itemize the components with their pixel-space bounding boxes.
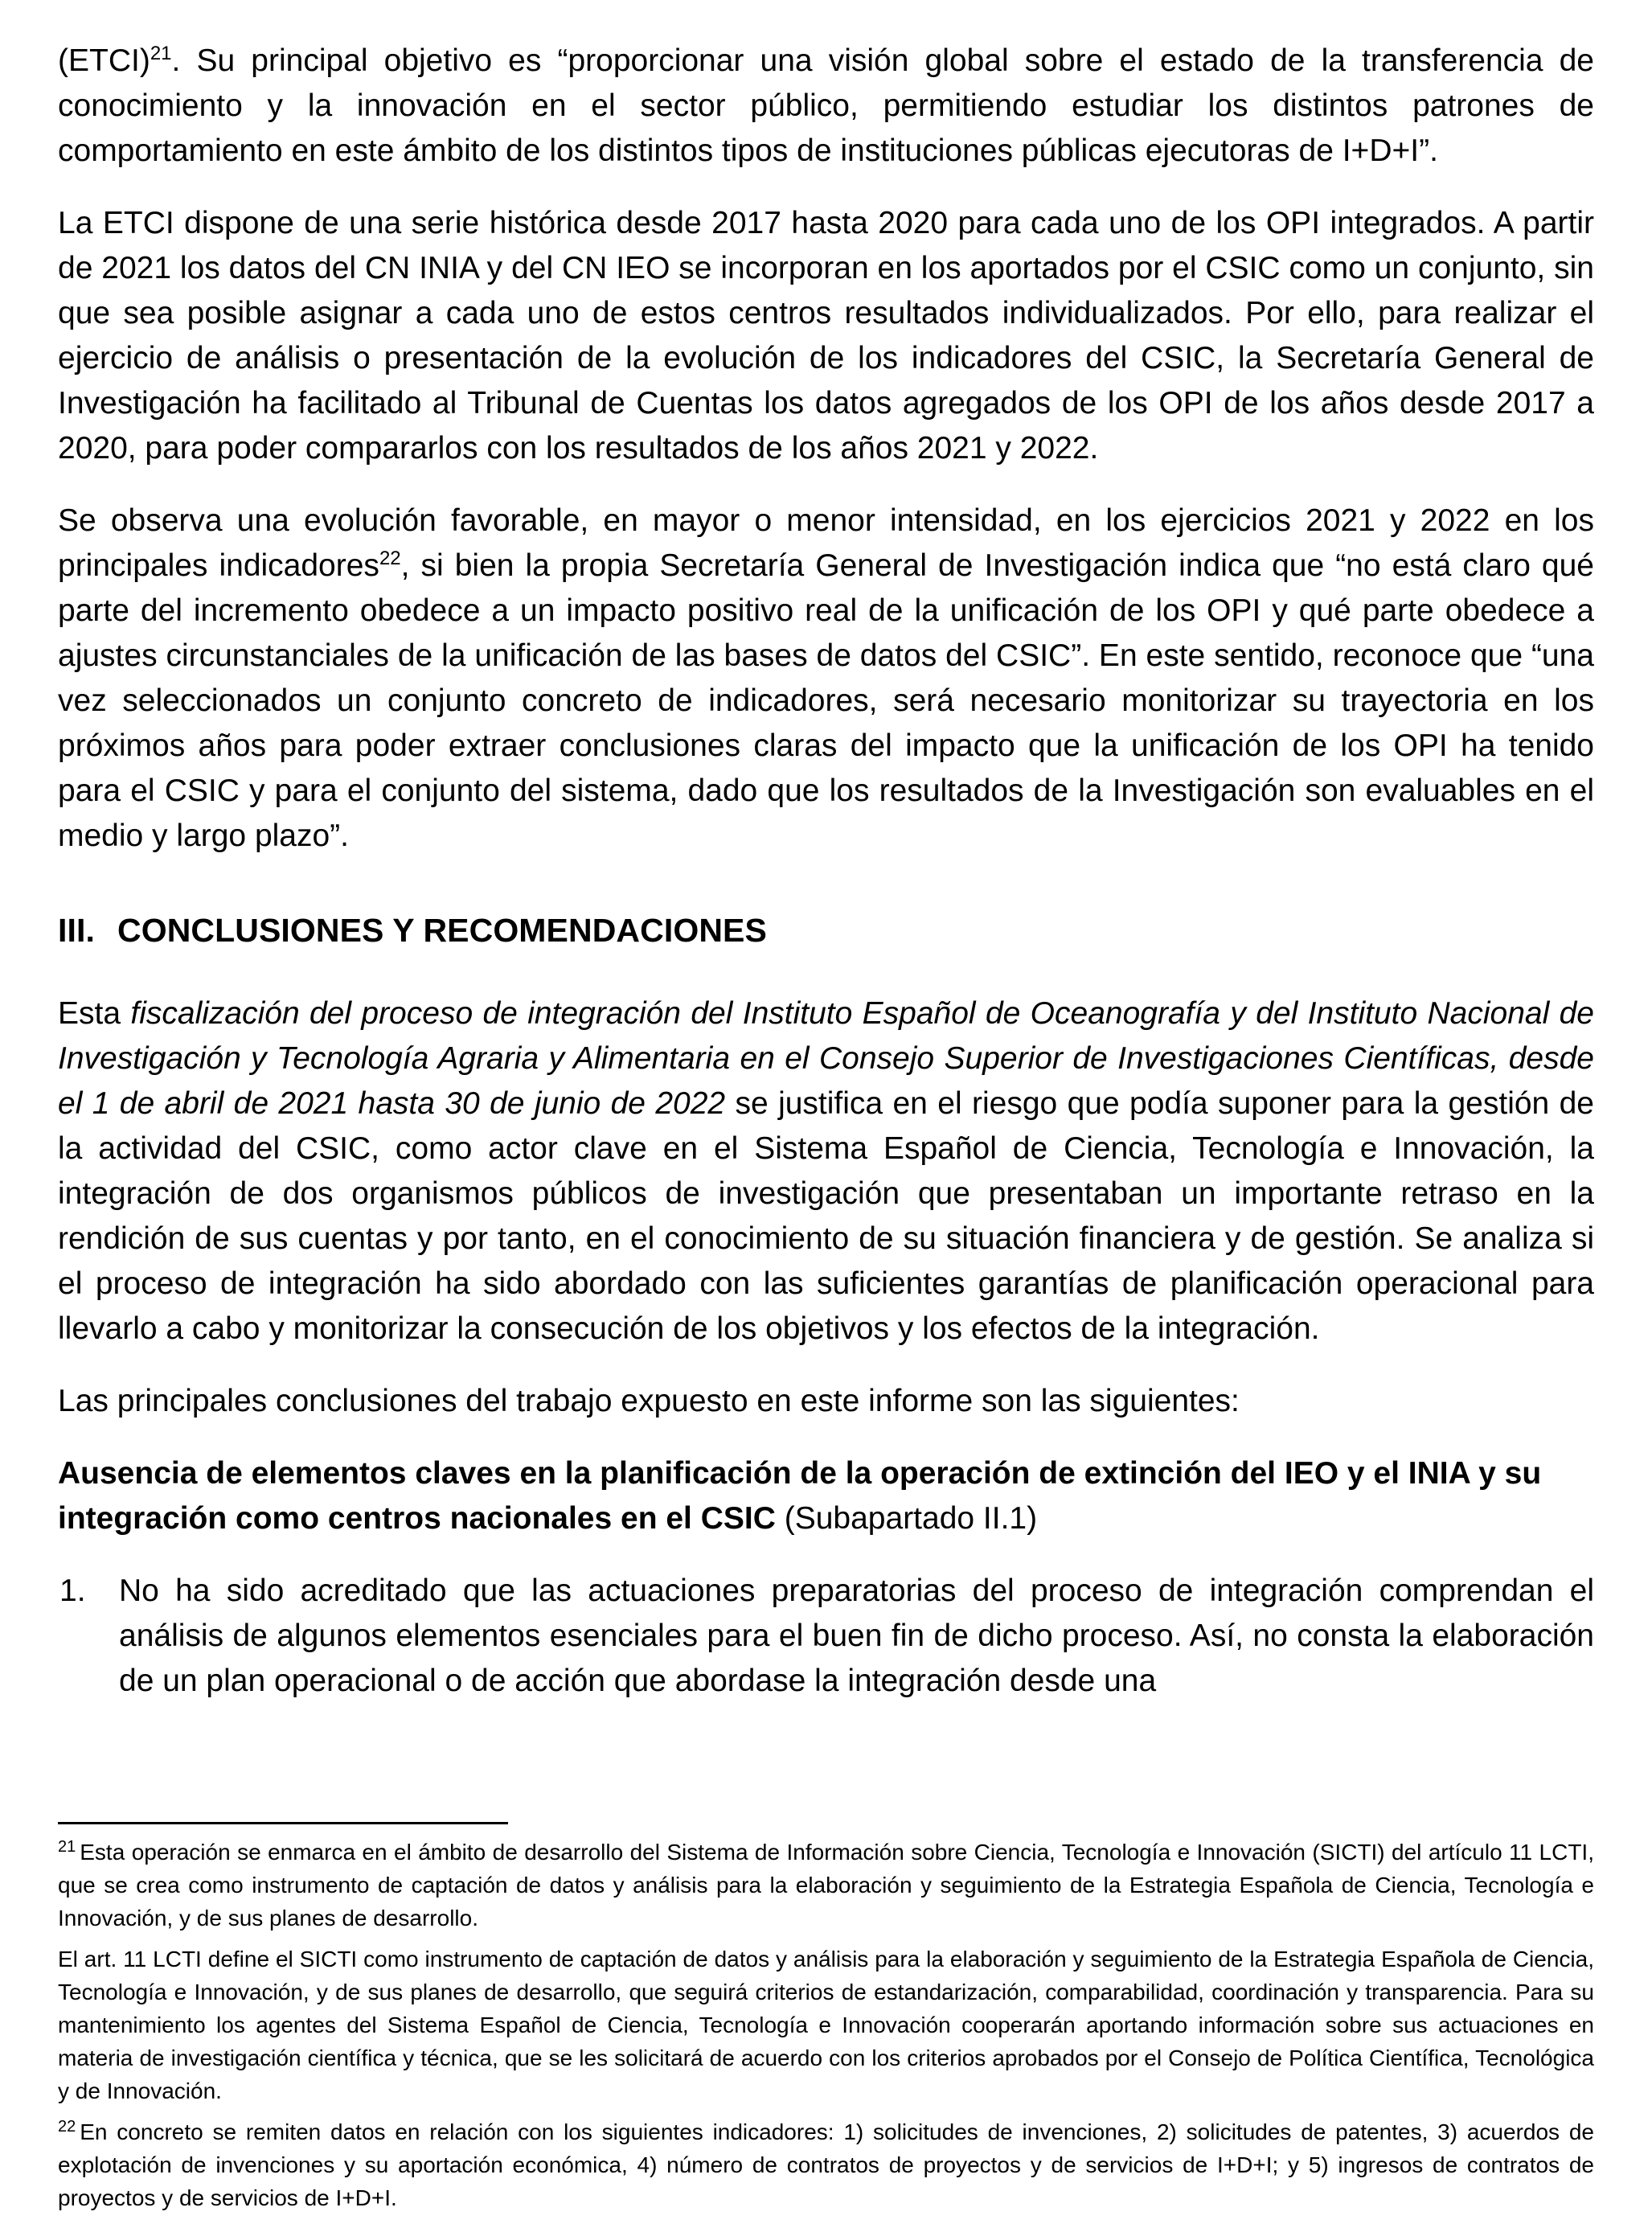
footnote-21-text: Esta operación se enmarca en el ámbito de desarrollo del Sistema de Información sobre Ciencia, Tecnología e Innovación (SICTI) del artículo 11 LCTI, que se crea como instrumento de captación de datos y análisis para la elaboración y seguimiento de la Estrategia Española de Ciencia, Tecnología e Innovación, y de sus planes de desarrollo. <box>58 1840 1594 1930</box>
footnote-marker-22: 22 <box>58 2117 76 2136</box>
list-item <box>58 1569 1594 1704</box>
section-title: CONCLUSIONES Y RECOMENDACIONES <box>117 912 767 949</box>
footnote-22-text: En concreto se remiten datos en relación con los siguientes indicadores: 1) solicitudes de invenciones, 2) solicitudes de patentes, 3) acuerdos de explotación de invenciones y su aportación económica, 4) número de contratos de proyectos y de servicios de I+D+I; y 5) ingresos de contratos de proyectos y de servicios de I+D+I. <box>58 2119 1594 2210</box>
section-numeral: III. <box>58 912 95 949</box>
page-content <box>58 39 1594 1704</box>
paragraph-fiscalizacion-intro <box>58 991 1594 1352</box>
conclusions-list <box>58 1569 1594 1704</box>
list-item-text: No ha sido acreditado que las actuaciones preparatorias del proceso de integración comprendan el análisis de algunos elementos esenciales para el buen fin de dicho proceso. Así, no consta la elaboración de un plan operacional o de acción que abordase la integración desde una <box>119 1573 1594 1698</box>
paragraph-etci-rest: . Su principal objetivo es “proporcionar una visión global sobre el estado de la transferencia de conocimiento y la innovación en el sector público, permitiendo estudiar los distintos patrones de comportamiento en este ámbito de los distintos tipos de instituciones públicas ejecutoras de I+D+I”. <box>58 43 1594 168</box>
intro-italic-scope: fiscalización del proceso de integración del Instituto Español de Oceanografía y del Instituto Nacional de Investigación y Tecnología Agraria y Alimentaria en el Consejo Superior de Investigaciones Científicas, desde el 1 de abril de 2021 hasta 30 de junio de 2022 <box>58 996 1594 1121</box>
list-item-marker: 1. <box>59 1573 86 1608</box>
paragraph-principales-conclusiones: Las principales conclusiones del trabajo expuesto en este informe son las siguientes: <box>58 1384 1240 1418</box>
intro-suffix: se justifica en el riesgo que podía suponer para la gestión de la actividad del CSIC, como actor clave en el Sistema Español de Ciencia, Tecnología e Innovación, la integración de dos organismos públicos de investigación que presentaban un importante retraso en la rendición de sus cuentas y por tanto, en el conocimiento de su situación financiera y de gestión. Se analiza si el proceso de integración ha sido abordado con las suficientes garantías de planificación operacional para llevarlo a cabo y monitorizar la consecución de los objetivos y los efectos de la integración. <box>58 1086 1594 1346</box>
footnote-21 <box>58 1836 1594 1935</box>
footnote-reference-22[interactable]: 22 <box>379 548 401 569</box>
subsection-title-ausencia <box>58 1451 1594 1541</box>
paragraph-evolucion-lead: Se observa una evolución favorable, en mayor o menor intensidad, en los ejercicios 2021 y 2022 en los principales indicadores <box>58 503 1594 583</box>
subsection-title-bold: Ausencia de elementos claves en la planificación de la operación de extinción del IEO y el INIA y su integración como centros nacionales en el CSIC <box>58 1456 1542 1536</box>
footnote-marker-21: 21 <box>58 1837 76 1856</box>
paragraph-etci-lead: (ETCI) <box>58 43 150 78</box>
intro-prefix: Esta <box>58 996 131 1031</box>
footnote-21-continuation <box>58 1943 1594 2107</box>
paragraph-evolucion-rest: , si bien la propia Secretaría General de Investigación indica que “no está claro qué parte del incremento obedece a un impacto positivo real de la unificación de los OPI y qué parte obedece a ajustes circunstanciales de la unificación de las bases de datos del CSIC”. En este sentido, reconoce que “una vez seleccionados un conjunto concreto de indicadores, será necesario monitorizar su trayectoria en los próximos años para poder extraer conclusiones claras del impacto que la unificación de los OPI ha tenido para el CSIC y para el conjunto del sistema, dado que los resultados de la Investigación son evaluables en el medio y largo plazo”. <box>58 548 1594 853</box>
footnote-21-continuation-text: El art. 11 LCTI define el SICTI como instrumento de captación de datos y análisis para la elaboración y seguimiento de la Estrategia Española de Ciencia, Tecnología e Innovación, y de sus planes de desarrollo, que seguirá criterios de estandarización, comparabilidad, coordinación y transparencia. Para su mantenimiento los agentes del Sistema Español de Ciencia, Tecnología e Innovación cooperarán aportando información sobre sus actuaciones en materia de investigación científica y técnica, que se les solicitará de acuerdo con los criterios aprobados por el Consejo de Política Científica, Tecnológica y de Innovación. <box>58 1947 1594 2103</box>
paragraph-etci <box>58 39 1594 174</box>
footnote-22 <box>58 2115 1594 2214</box>
footnote-separator-rule <box>58 1822 508 1824</box>
footnote-area <box>58 1822 1594 2214</box>
paragraph-evolucion-favorable <box>58 499 1594 859</box>
subsection-title-reference: (Subapartado II.1) <box>775 1501 1038 1536</box>
paragraph-serie-historica: La ETCI dispone de una serie histórica desde 2017 hasta 2020 para cada uno de los OPI integrados. A partir de 2021 los datos del CN INIA y del CN IEO se incorporan en los aportados por el CSIC como un conjunto, sin que sea posible asignar a cada uno de estos centros resultados individualizados. Por ello, para realizar el ejercicio de análisis o presentación de la evolución de los indicadores del CSIC, la Secretaría General de Investigación ha facilitado al Tribunal de Cuentas los datos agregados de los OPI de los años desde 2017 a 2020, para poder compararlos con los resultados de los años 2021 y 2022. <box>58 206 1594 466</box>
section-heading-conclusiones <box>58 912 1594 950</box>
footnote-reference-21[interactable]: 21 <box>150 43 172 64</box>
